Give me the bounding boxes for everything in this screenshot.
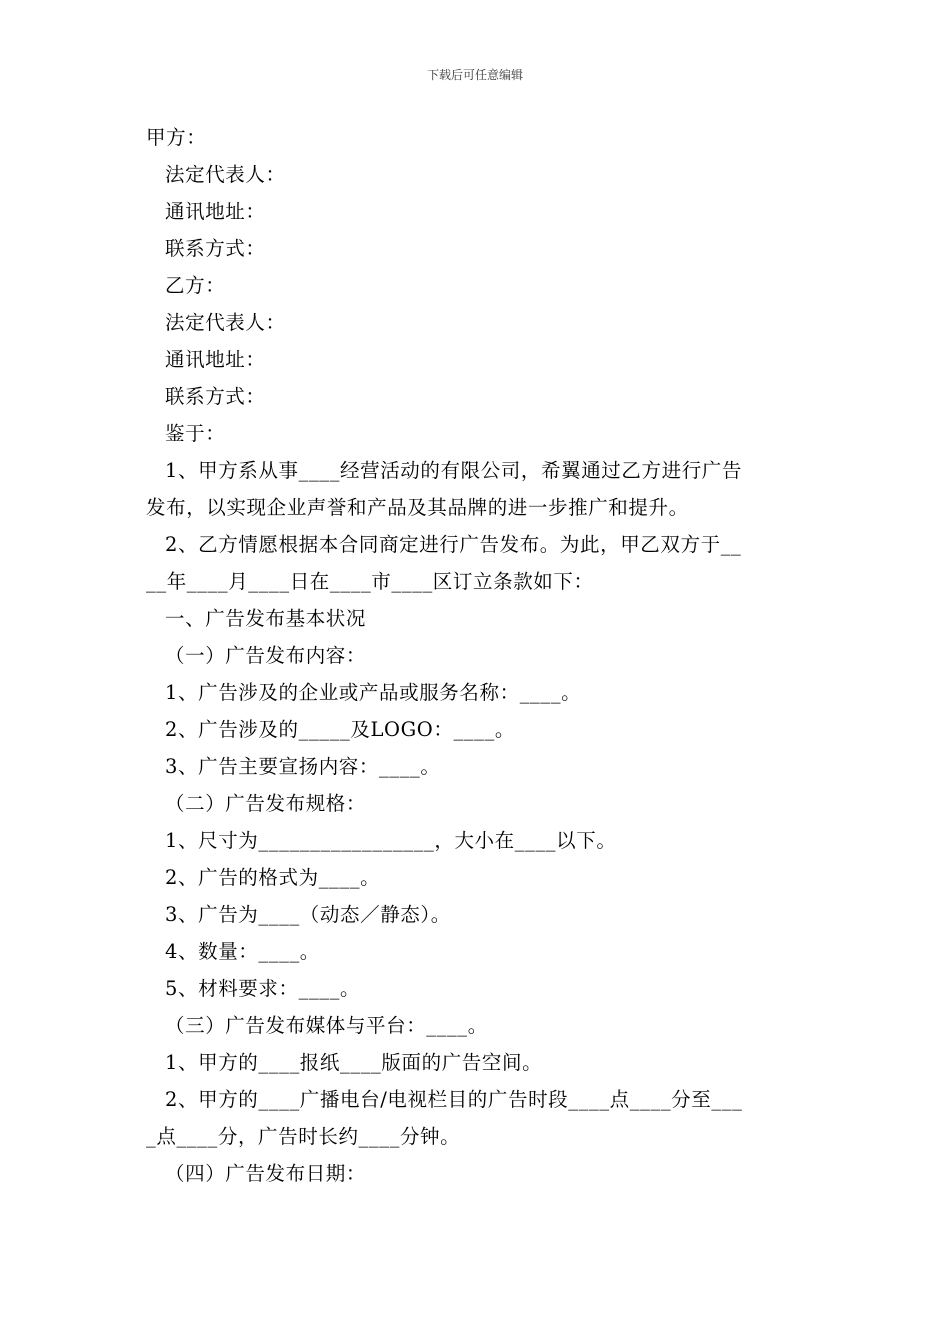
whereas-clause-2-cont: __年____月____日在____市____区订立条款如下：: [146, 570, 594, 593]
spec-item-5: 5、材料要求：____。: [165, 977, 361, 1000]
subsection-1-heading: （一）广告发布内容：: [165, 644, 367, 667]
party-b-legal-rep: 法定代表人：: [165, 311, 286, 334]
content-item-2: 2、广告涉及的_____及LOGO：____。: [165, 718, 515, 741]
media-item-2-cont: _点____分，广告时长约____分钟。: [146, 1125, 461, 1148]
whereas-clause-1-cont: 发布，以实现企业声誉和产品及其品牌的进一步推广和提升。: [146, 496, 689, 519]
media-item-2: 2、甲方的____广播电台/电视栏目的广告时段____点____分至___: [165, 1088, 743, 1111]
party-a-legal-rep: 法定代表人：: [165, 163, 286, 186]
whereas-clause-2: 2、乙方情愿根据本合同商定进行广告发布。为此，甲乙双方于__: [165, 533, 742, 556]
content-item-3: 3、广告主要宣扬内容：____。: [165, 755, 441, 778]
spec-item-2: 2、广告的格式为____。: [165, 866, 381, 889]
spec-item-1: 1、尺寸为_________________，大小在____以下。: [165, 829, 617, 852]
section-1-heading: 一、广告发布基本状况: [165, 607, 367, 630]
whereas-clause-1: 1、甲方系从事____经营活动的有限公司，希翼通过乙方进行广告: [165, 459, 743, 482]
party-b-contact: 联系方式：: [165, 385, 266, 408]
content-item-1: 1、广告涉及的企业或产品或服务名称：____。: [165, 681, 582, 704]
party-a-contact: 联系方式：: [165, 237, 266, 260]
subsection-4-heading: （四）广告发布日期：: [165, 1162, 367, 1185]
party-a-address: 通讯地址：: [165, 200, 266, 223]
party-b-label: 乙方：: [165, 274, 226, 297]
subsection-2-heading: （二）广告发布规格：: [165, 792, 367, 815]
whereas-label: 鉴于：: [165, 422, 226, 445]
party-a-label: 甲方：: [146, 126, 207, 149]
page-header: 下载后可任意编辑: [426, 68, 523, 82]
spec-item-3: 3、广告为____（动态／静态）。: [165, 903, 451, 926]
party-b-address: 通讯地址：: [165, 348, 266, 371]
media-item-1: 1、甲方的____报纸____版面的广告空间。: [165, 1051, 543, 1074]
subsection-3-heading: （三）广告发布媒体与平台：____。: [165, 1014, 488, 1037]
spec-item-4: 4、数量：____。: [165, 940, 320, 963]
